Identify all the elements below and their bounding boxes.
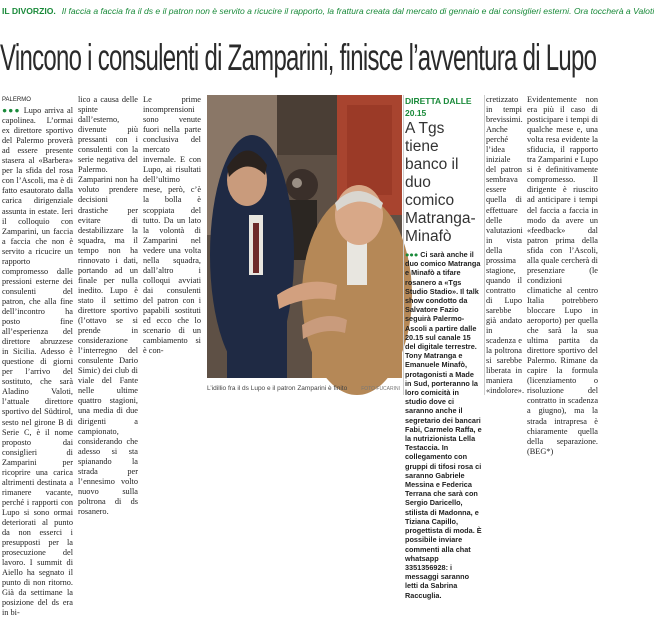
photo-caption — [207, 380, 402, 398]
article-text-3: Le prime incomprensioni sono venute fuori nella parte conclusiva del mercato invernale. E con Lupo, ai risultati dell’ultimo mese, però, c’è la bolla è scoppiata del tutto. Da un lato la volontà di Zamparini nel vedere una volta nella squadra, dall’altro i colloqui avviati dai consulenti del patron con i papabili sostituti ed ecco che lo scenario di un cambiamento si è con- — [143, 95, 201, 356]
news-photo — [207, 95, 402, 378]
sidebar-box — [405, 95, 482, 600]
dateline: PALERMO — [2, 97, 31, 103]
article-text-1: Lupo arriva al capolinea. L’ormai ex direttore sportivo del Palermo proverà ad essere presente stasera al «Barbera» per la sfida del rosa con l’Ascoli, ma è di fatto esautorato dalla carica dirigenziale assunta in estate. Ieri il colloquio con Zamparini, un faccia a faccia che non è servito a ricucire un rapporto compromesso dalle pressioni esterne dei consulenti del patron, che alla fine dell’incontro ha posto fine all’esperienza del direttore abruzzese in Sicilia. Adesso è questione di giorni per l’arrivo del sostituto, che sarà Aladino Valoti, l’attuale direttore sportivo del Südtirol, sesto nel girone B di Serie C, è il nome proposto dai consiglieri di Zamparini per ricoprire una carica altrimenti destinata a rimanere vacante, perché i rapporti con Lupo si sono ormai deteriorati al punto da non esserci i presupposti per la prosecuzione del lavoro. I summit di Aiello ha segnato il punto di non ritorno. Già da settimane la posizione del ds era in bi- — [2, 106, 74, 618]
column-divider — [403, 95, 404, 395]
section-kicker: IL DIVORZIO. — [2, 6, 56, 16]
article-column-5 — [486, 95, 525, 396]
article-column-1 — [2, 95, 74, 618]
sidebar-text: Ci sarà anche il duo comico Matranga e Minafò a tifare rosanero a «Tgs Studio Stadio». Il talk show condotto da Salvatore Fazio seguirà Palermo-Ascoli a partire dalle 20.15 sul canale 15 del digitale terrestre. Tony Matranga e Emanuele Minafò, protagonisti a Made in Sud, porteranno la loro comicità in studio dove ci saranno anche il segretario dei bancari Fabi, Carmelo Raffa, e la nutrizionista Lella Testaccia. In collegamento con gruppi di tifosi rosa ci saranno Gabriele Messina e Federica Terrana che sarà con Sergio Daricello, stilista di Madonna, e Tiziana Capillo, progettista di moda. È possibile inviare commenti alla chat whatsapp 3351356928: i messaggi saranno letti da Sabrina Raccuglia. — [405, 250, 482, 600]
section-lead: Il faccia a faccia fra il ds e il patron non è servito a ricucire il rapporto, la frattura creata dal mercato di gennaio e dai consiglieri esterni. Ora toccherà a Valoti — [61, 6, 654, 16]
bullet-marker: ●●● — [405, 250, 419, 259]
article-text-6: Evidentemente non era più il caso di posticipare i tempi di qualche mese e, una volta resa evidente la sfiducia, il rapporto tra Zamparini e Lupo si è definitivamente compromesso. Il dirigente è riuscito ad anticipare i tempi del faccia a faccia in modo da avere un «feedback» dal patron prima della sfida con l’Ascoli, alla quale cercherà di presenziare (le condizioni climatiche al centro Italia potrebbero bloccare Lupo in aeroporto) per quella che sarà la sua ultima partita da direttore sportivo del Palermo. Rimane da capire la formula (licenziamento o risoluzione del contratto in scadenza a giugno), ma la strada intrapresa è chiaramente quella della separazione. — [527, 95, 598, 446]
bullet-marker: ●●● — [2, 106, 21, 116]
caption-text: L’idillio fra il ds Lupo e il patron Zamparini è finito — [207, 385, 348, 392]
sidebar-kicker: DIRETTA DALLE 20.15 — [405, 96, 472, 118]
author-signature: (BEG*) — [527, 446, 554, 456]
column-divider — [484, 95, 485, 395]
article-column-6 — [527, 95, 598, 456]
article-column-3 — [143, 95, 201, 395]
article-text-5: cretizzato in tempi brevissimi. Anche perché l’idea iniziale del patron sembrava essere quella di effettuare delle valutazioni in vista della prossima stagione, quando il contratto di Lupo sarebbe già andato in scadenza e la poltrona si sarebbe liberata in maniera «indolore». — [486, 95, 525, 396]
photo-credit: FOTO FUCARINI — [361, 386, 400, 392]
article-headline: Vincono i consulenti di Zamparini, finisce l’avventura di Lupo — [0, 37, 597, 78]
sidebar-title: A Tgs tiene banco il duo comico Matranga-Minafò — [405, 120, 476, 245]
top-band — [0, 0, 654, 22]
photo-illustration — [207, 95, 402, 378]
article-column-2 — [78, 95, 138, 516]
article-text-2: lico a causa delle spinte dall’esterno, divenute più pressanti con i consulenti con la serie negativa del Palermo. Zamparini non ha voluto prendere decisioni drastiche per evitare di destabilizzare la squadra, ma il tempo non ha rinnovato i dati, portando ad un finale per nulla inedito. Lupo è stato il settimo direttore sportivo (l’ottavo se si prende in considerazione l’interregno del consulente Dario Simic) dei club di viale del Fante nelle ultime quattro stagioni, una media di due dirigenti a campionato, considerando che adesso si sta spianando la strada per l’ennesimo volto nuovo sulla poltrona di ds rosanero. — [78, 95, 138, 516]
sidebar-body — [405, 250, 482, 600]
